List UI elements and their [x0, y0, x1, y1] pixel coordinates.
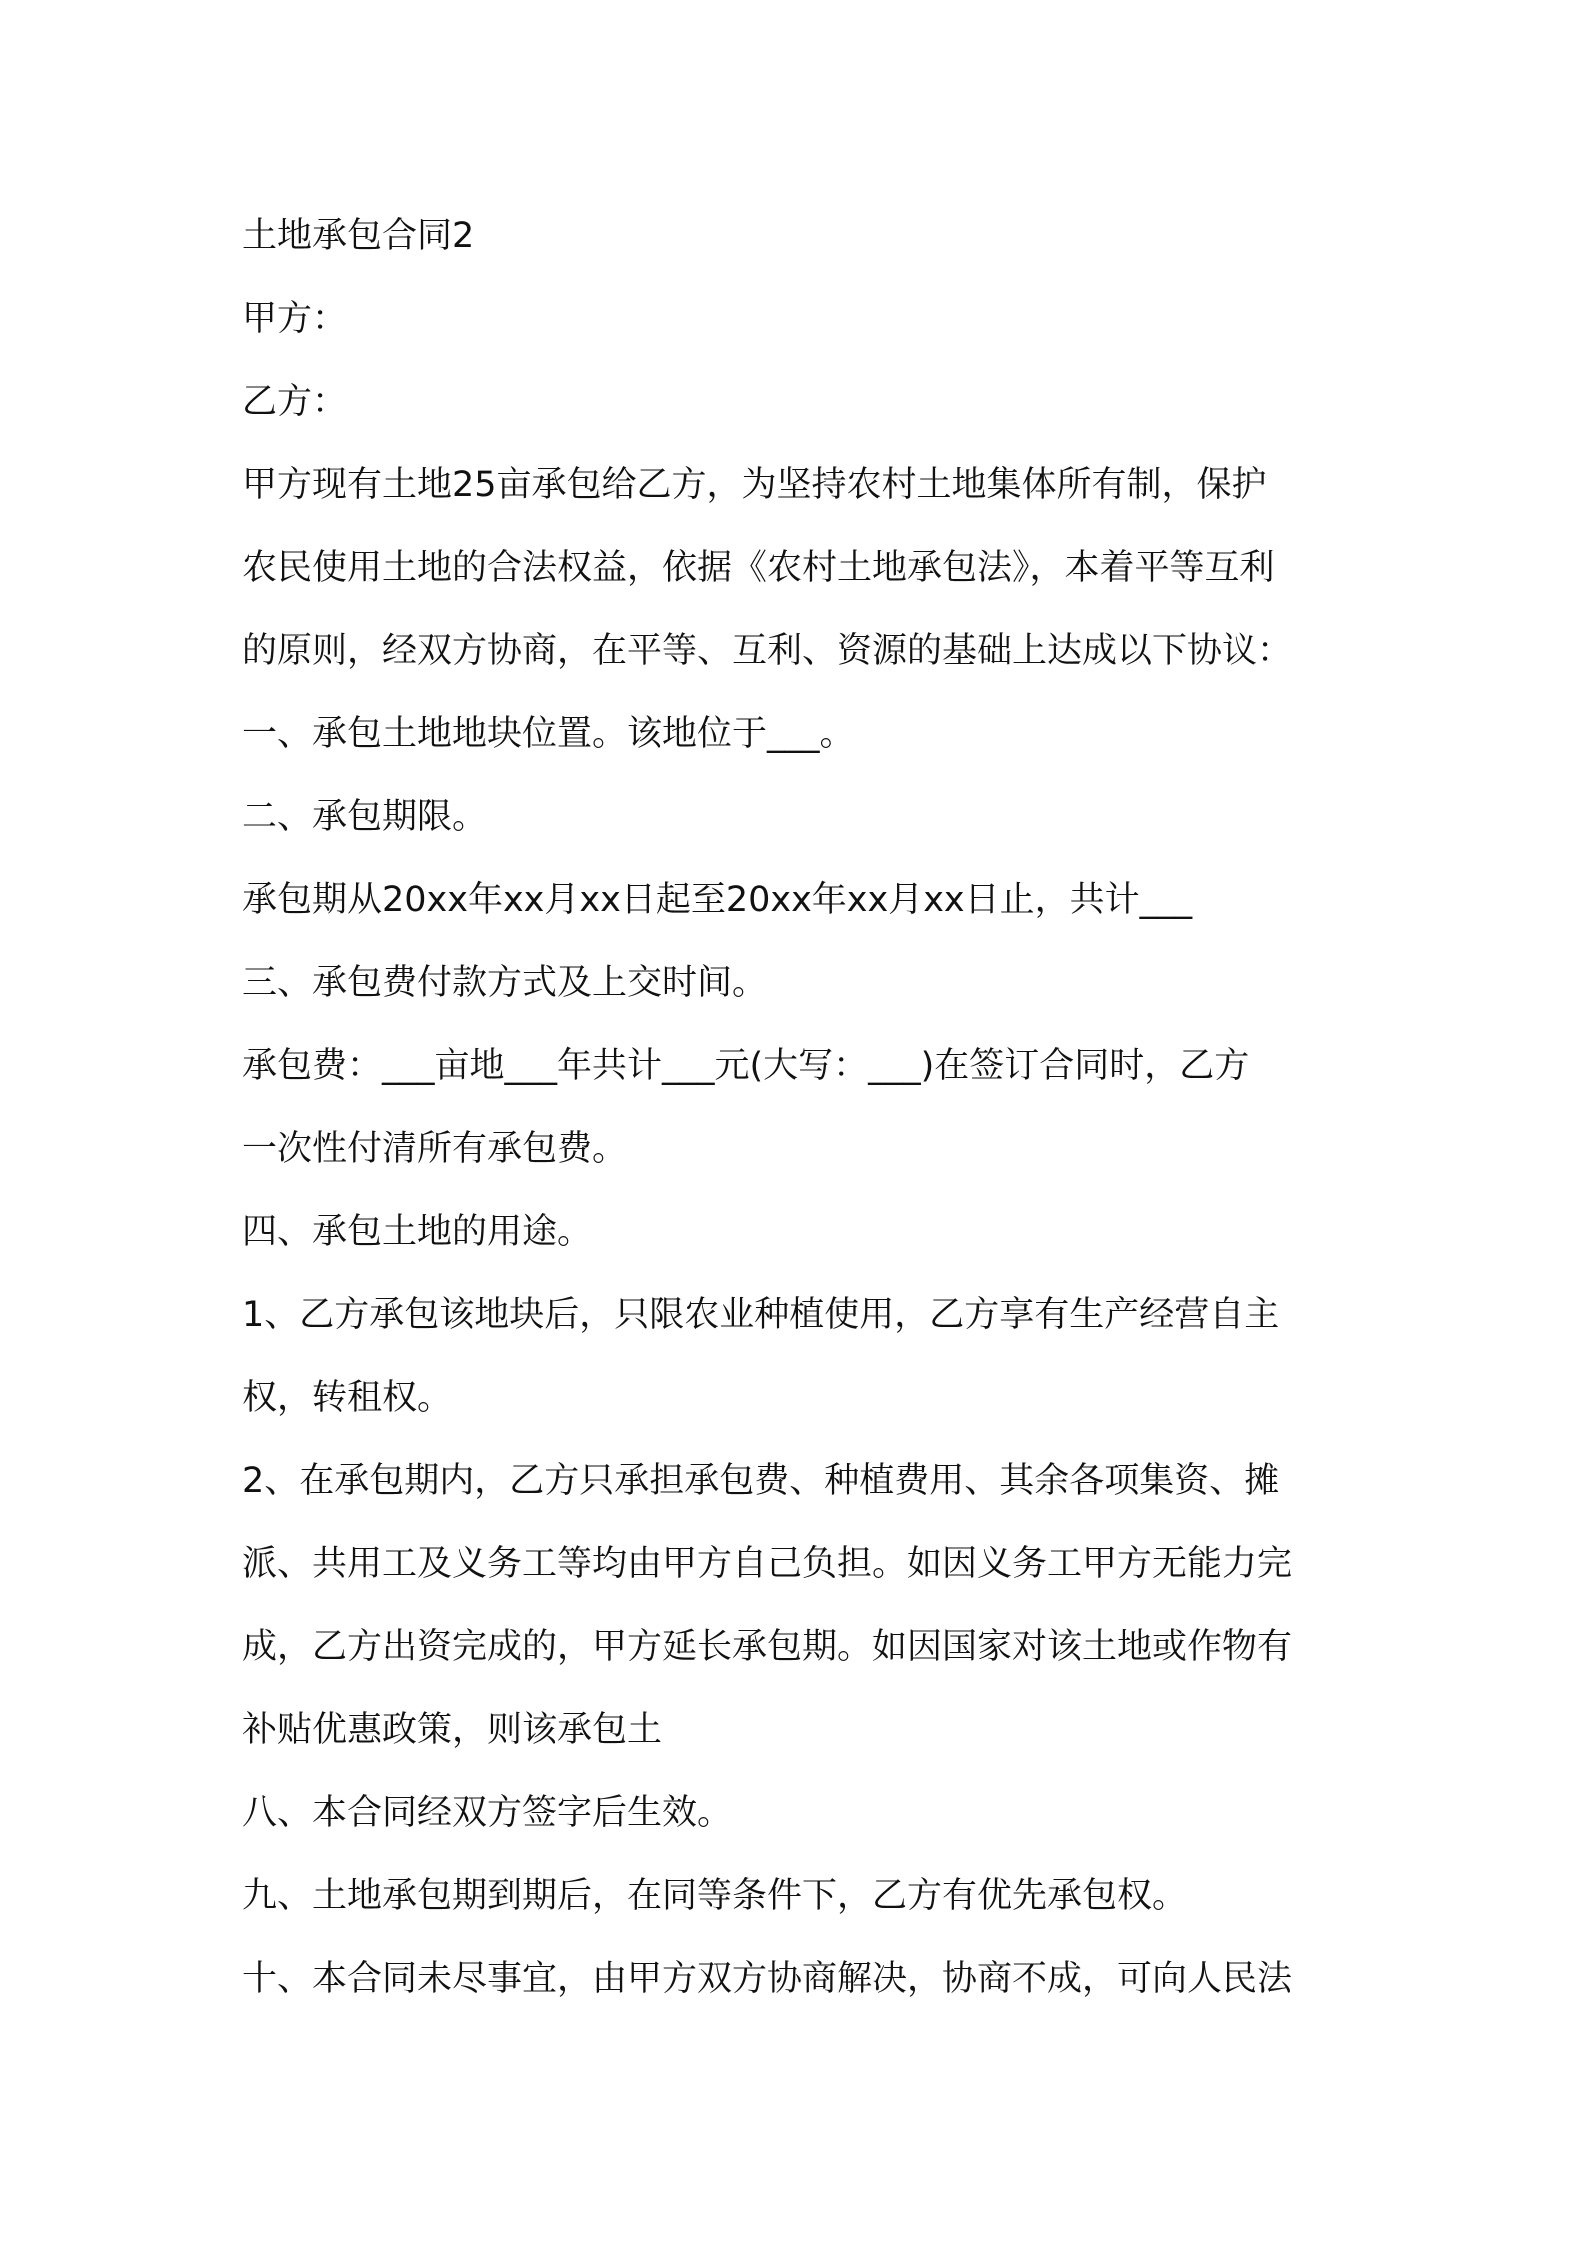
- clause-3-body-2: 一次性付清所有承包费。: [242, 1129, 628, 1169]
- clause-4-item-2-line-2: 派、共用工及义务工等均由甲方自己负担。如因义务工甲方无能力完: [242, 1544, 1293, 1584]
- clause-8: 八、本合同经双方签字后生效。: [242, 1793, 733, 1833]
- party-a-line: 甲方：: [242, 299, 348, 339]
- clause-2-heading: 二、承包期限。: [242, 797, 488, 837]
- document-title: 土地承包合同2: [242, 216, 475, 256]
- clause-1-heading: 一、承包土地地块位置。该地位于___。: [242, 714, 855, 754]
- clause-4-item-2-line-3: 成，乙方出资完成的，甲方延长承包期。如因国家对该土地或作物有: [242, 1627, 1293, 1667]
- clause-4-item-2-line-4: 补贴优惠政策，则该承包土: [242, 1710, 663, 1750]
- clause-2-body: 承包期从20xx年xx月xx日起至20xx年xx月xx日止，共计___: [242, 880, 1193, 920]
- document-body: [242, 195, 1357, 2021]
- clause-3-body-1: 承包费：___亩地___年共计___元(大写：___)在签订合同时，乙方: [242, 1046, 1250, 1086]
- intro-line-3: 的原则，经双方协商，在平等、互利、资源的基础上达成以下协议：: [242, 631, 1293, 671]
- clause-4-heading: 四、承包土地的用途。: [242, 1212, 593, 1252]
- clause-4-item-1-line-2: 权，转租权。: [242, 1378, 453, 1418]
- clause-4-item-1-line-1: 1、乙方承包该地块后，只限农业种植使用，乙方享有生产经营自主: [242, 1295, 1280, 1335]
- intro-line-2: 农民使用土地的合法权益，依据《农村土地承包法》，本着平等互利: [242, 548, 1275, 588]
- clause-3-heading: 三、承包费付款方式及上交时间。: [242, 963, 768, 1003]
- intro-line-1: 甲方现有土地25亩承包给乙方，为坚持农村土地集体所有制，保护: [242, 465, 1267, 505]
- party-b-line: 乙方：: [242, 382, 348, 422]
- clause-4-item-2-line-1: 2、在承包期内，乙方只承担承包费、种植费用、其余各项集资、摊: [242, 1461, 1280, 1501]
- clause-9: 九、土地承包期到期后，在同等条件下，乙方有优先承包权。: [242, 1876, 1188, 1916]
- clause-10: 十、本合同未尽事宜，由甲方双方协商解决，协商不成，可向人民法: [242, 1959, 1293, 1999]
